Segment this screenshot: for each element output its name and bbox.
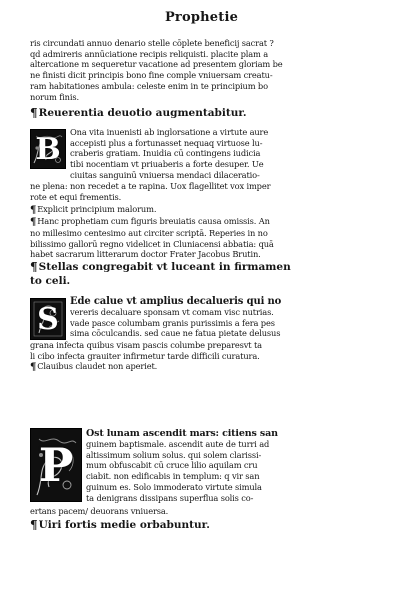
hanc-paragraph <box>30 216 376 260</box>
text-line: guinum es. Solo immoderato virtute simula <box>86 481 262 492</box>
pilcrow-icon: ¶ <box>30 362 37 374</box>
text-line: accepisti plus a fortunasset nequaq virtuose lu- <box>70 137 263 148</box>
text-line: rote et equi frementis. <box>30 191 122 202</box>
heading-stellas <box>30 260 376 288</box>
pilcrow-icon: ¶ <box>30 217 37 228</box>
text-line: ne plena: non recedet a te rapina. Uox flagellitet vox imper <box>30 181 271 191</box>
pilcrow-icon: ¶ <box>30 205 37 216</box>
heading-text: to celi. <box>30 275 71 287</box>
text-line: sima cōculcandis. sed caue ne fatua pietate delusus <box>70 328 281 339</box>
text-line: ris circundati annuo denario stelle cōplete beneficij sacrat ? <box>30 38 274 48</box>
text-line: craberis gratiam. Inuidia cū contingens iudicia <box>70 148 261 159</box>
text-line: Ede calue vt amplius decalueris qui no <box>70 296 282 307</box>
text-line: tibi nocentiam vt priuaberis a forte desuper. Ue <box>70 159 264 170</box>
text-line: no millesimo centesimo aut circiter scriptā. Reperies in no <box>30 228 268 238</box>
text-line: altissimum solium solus. qui solem clarissi- <box>86 449 262 460</box>
initial-letter: B <box>35 131 61 167</box>
running-header: Prophetie <box>164 10 239 25</box>
text-line: li cibo infecta grauiter infirmetur tarde difficili curatura. <box>30 350 260 361</box>
text-line: Ona vita inuenisti ab inglorsatione a virtute aure <box>70 127 269 137</box>
explicit-line <box>30 204 376 216</box>
text-line: mum obfuscabit cū cruce lilio aquilam cru <box>86 460 258 471</box>
explicit-text: Explicit principium malorum. <box>37 204 157 214</box>
text-line: ertans pacem/ deuorans vniuersa. <box>30 506 169 516</box>
text-line: ciabit. non edificabis in templum: q vir san <box>86 471 260 482</box>
text-line: Clauibus claudet non aperiet. <box>37 361 158 372</box>
decorated-initial-b-icon <box>30 129 66 169</box>
text-line: ne finisti dicit principis bono fine comple vniuersam creatu- <box>30 70 273 81</box>
decorated-initial-s-icon <box>30 298 66 340</box>
heading-text: Stellas congregabit vt luceant in firmamen <box>38 261 291 273</box>
text-line: ta denigrans dissipans superflua solis co- <box>86 492 254 503</box>
pilcrow-icon: ¶ <box>30 106 38 120</box>
heading-closing <box>30 518 376 532</box>
text-line: qd admireris annūciatione recipis reliquisti. placite plam a <box>30 48 269 59</box>
text-line: vereris decaluare sponsam vt comam visc nutrias. <box>70 307 274 317</box>
initial-letter: S <box>37 301 59 337</box>
pilcrow-icon: ¶ <box>30 518 38 532</box>
text-line: Ost lunam ascendit mars: citiens san <box>86 428 278 439</box>
pilcrow-icon: ¶ <box>30 260 38 274</box>
initial-letter: P <box>38 438 74 492</box>
text-line: guinem baptismale. ascendit aute de turri ad <box>86 439 270 449</box>
text-line: habet sacrarum litterarum doctor Frater Jacobus Brutin. <box>30 249 261 260</box>
text-line: grana infecta quibus visam pascis columbe preparesvt ta <box>30 340 262 350</box>
heading-reuerentia <box>30 106 376 120</box>
text-line: Hanc prophetiam cum figuris breuiatis causa omissis. An <box>37 216 270 226</box>
heading-text: Uiri fortis medie orbabuntur. <box>38 519 210 531</box>
text-line: norum finis. <box>30 91 79 102</box>
decorated-initial-p-icon <box>30 428 82 502</box>
text-line: bilissimo gallorū regno videlicet in Cluniacensi abbatia: quā <box>30 238 274 249</box>
heading-text: Reuerentia deuotio augmentabitur. <box>38 107 247 119</box>
opening-paragraph <box>30 38 376 102</box>
text-line: ciuitas sanguinū vniuersa mendaci dilaceratio- <box>70 169 260 180</box>
text-line: ram habitationes ambula: celeste enim in te principium bo <box>30 80 268 91</box>
text-line: altercatione m sequeretur vacatione ad presentem gloriam be <box>30 59 283 70</box>
text-line: vade pasce columbam granis purissimis a fera pes <box>70 317 275 328</box>
